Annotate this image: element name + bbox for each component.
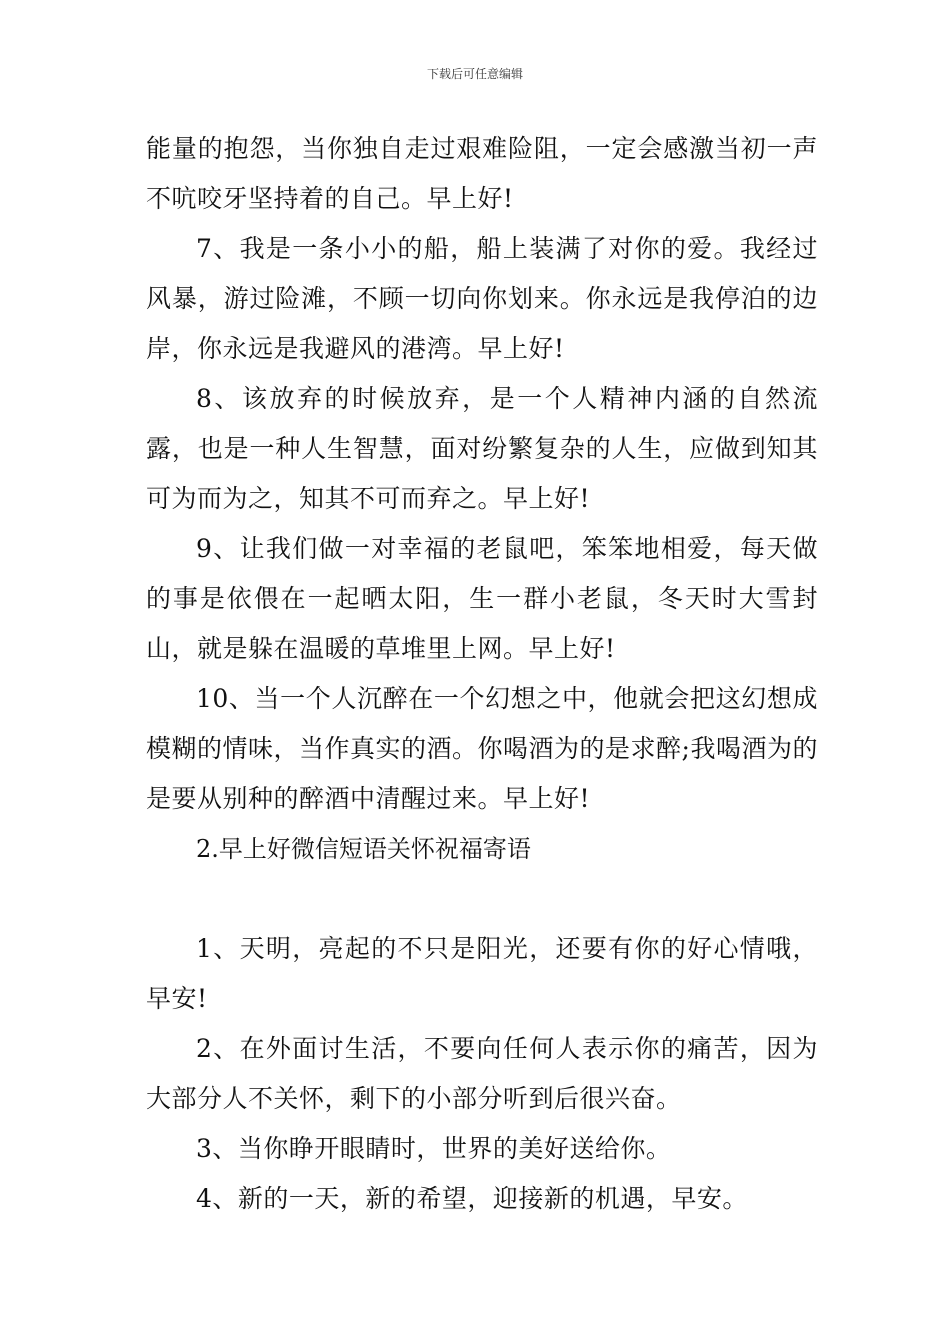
section-spacer xyxy=(146,874,818,924)
paragraph-continued: 能量的抱怨，当你独自走过艰难险阻，一定会感激当初一声不吭咬牙坚持着的自己。早上好! xyxy=(146,134,818,213)
paragraph-item-10: 10、当一个人沉醉在一个幻想之中，他就会把这幻想成模糊的情味，当作真实的酒。你喝酒为的是求醉;我喝酒为的是要从别种的醉酒中清醒过来。早上好! xyxy=(146,684,818,813)
section-item-2: 2、在外面讨生活，不要向任何人表示你的痛苦，因为大部分人不关怀，剩下的小部分听到后很兴奋。 xyxy=(146,1034,818,1113)
section-item-3: 3、当你睁开眼睛时，世界的美好送给你。 xyxy=(196,1134,672,1163)
document-body xyxy=(146,124,818,1224)
section-item-1: 1、天明，亮起的不只是阳光，还要有你的好心情哦，早安! xyxy=(146,934,818,1013)
paragraph-item-7: 7、我是一条小小的船，船上装满了对你的爱。我经过风暴，游过险滩，不顾一切向你划来。你永远是我停泊的边岸，你永远是我避风的港湾。早上好! xyxy=(146,234,818,363)
paragraph-item-8: 8、该放弃的时候放弃，是一个人精神内涵的自然流露，也是一种人生智慧，面对纷繁复杂的人生，应做到知其可为而为之，知其不可而弃之。早上好! xyxy=(146,384,818,513)
paragraph-item-9: 9、让我们做一对幸福的老鼠吧，笨笨地相爱，每天做的事是依偎在一起晒太阳，生一群小老鼠，冬天时大雪封山，就是躲在温暖的草堆里上网。早上好! xyxy=(146,534,818,663)
section-item-4: 4、新的一天，新的希望，迎接新的机遇，早安。 xyxy=(196,1184,748,1213)
section-heading: 2.早上好微信短语关怀祝福寄语 xyxy=(196,835,531,863)
page-header: 下载后可任意编辑 xyxy=(426,67,523,81)
